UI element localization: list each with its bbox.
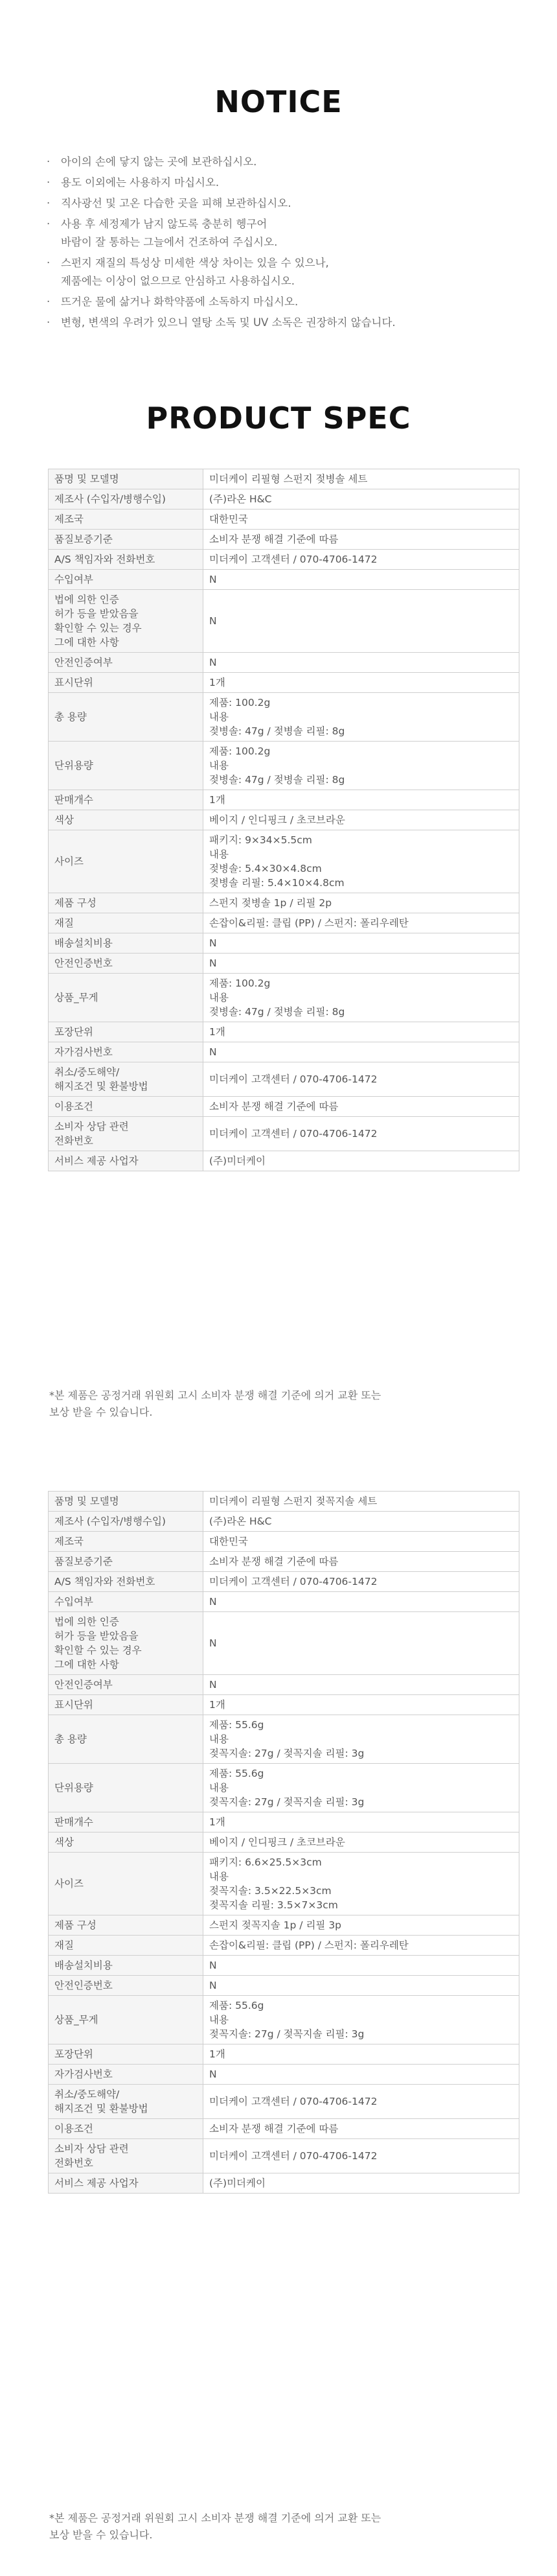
- spec-row: [49, 2139, 519, 2173]
- spec-label: 안전인증여부: [49, 653, 203, 673]
- spec-row: [49, 2119, 519, 2139]
- spec-row: [49, 673, 519, 693]
- spec-row: [49, 489, 519, 509]
- spec-row: [49, 570, 519, 590]
- spec-label: 색상: [49, 1832, 203, 1853]
- spec-label: 배송설치비용: [49, 1956, 203, 1976]
- spec-label: 안전인증번호: [49, 954, 203, 974]
- spec-value: 제품: 100.2g 내용 젖병솔: 47g / 젖병솔 리필: 8g: [203, 693, 519, 742]
- spec-value: (주)미더케이: [203, 2173, 519, 2194]
- spec-value: N: [203, 653, 519, 673]
- spec-row: [49, 1832, 519, 1853]
- spec-value: 1개: [203, 2044, 519, 2065]
- spec-label: A/S 책임자와 전화번호: [49, 1572, 203, 1592]
- spec-label: 소비자 상담 관련 전화번호: [49, 1117, 203, 1151]
- spec-label: 총 용량: [49, 1715, 203, 1764]
- spec-label: 품명 및 모델명: [49, 1492, 203, 1512]
- spec-value: 1개: [203, 673, 519, 693]
- spec-label: 소비자 상담 관련 전화번호: [49, 2139, 203, 2173]
- spec-label: 취소/중도해약/ 해지조건 및 환불방법: [49, 2085, 203, 2119]
- spec-label: 품명 및 모델명: [49, 469, 203, 489]
- spec-value: 미더케이 고객센터 / 070-4706-1472: [203, 2085, 519, 2119]
- spec-value: N: [203, 1956, 519, 1976]
- spec-row: [49, 954, 519, 974]
- spec-label: 판매개수: [49, 1812, 203, 1832]
- spec-table-body: [49, 469, 519, 1171]
- spec-row: [49, 1764, 519, 1812]
- spec-row: [49, 2173, 519, 2194]
- spec-row: [49, 693, 519, 742]
- spec-label: 안전인증여부: [49, 1675, 203, 1695]
- product-spec-title: PRODUCT SPEC: [146, 401, 411, 436]
- spec-value: 제품: 55.6g 내용 젖꼭지솔: 27g / 젖꼭지솔 리필: 3g: [203, 1764, 519, 1812]
- spec-value: 대한민국: [203, 509, 519, 530]
- notice-item: · 아이의 손에 닿지 않는 곳에 보관하십시오.: [47, 153, 526, 171]
- spec-value: 손잡이&리필: 클립 (PP) / 스펀지: 폴리우레탄: [203, 913, 519, 933]
- notice-item: · 직사광선 및 고온 다습한 곳을 피해 보관하십시오.: [47, 194, 526, 213]
- spec-row: [49, 1612, 519, 1675]
- spec-row: [49, 913, 519, 933]
- spec-label: 품질보증기준: [49, 1552, 203, 1572]
- spec-value: N: [203, 1592, 519, 1612]
- spec-label: 취소/중도해약/ 해지조건 및 환불방법: [49, 1062, 203, 1097]
- spec-value: 패키지: 9×34×5.5cm 내용 젖병솔: 5.4×30×4.8cm 젖병솔 리필: 5.4×10×4.8cm: [203, 830, 519, 893]
- spec-label: 포장단위: [49, 2044, 203, 2065]
- spec-row: [49, 2085, 519, 2119]
- spec-value: 손잡이&리필: 클립 (PP) / 스펀지: 폴리우레탄: [203, 1936, 519, 1956]
- spec-value: 제품: 100.2g 내용 젖병솔: 47g / 젖병솔 리필: 8g: [203, 742, 519, 790]
- spec-label: 판매개수: [49, 790, 203, 810]
- spec-row: [49, 1915, 519, 1936]
- spec-label: 서비스 제공 사업자: [49, 1151, 203, 1171]
- spec-row: [49, 1552, 519, 1572]
- spec-value: 스펀지 젖병솔 1p / 리필 2p: [203, 893, 519, 913]
- spec-value: N: [203, 954, 519, 974]
- spec-label: 수입여부: [49, 570, 203, 590]
- spec-row: [49, 1532, 519, 1552]
- spec-row: [49, 653, 519, 673]
- spec-row: [49, 2065, 519, 2085]
- notice-item: · 변형, 변색의 우려가 있으니 열탕 소독 및 UV 소독은 권장하지 않습니다.: [47, 314, 526, 332]
- spec-value: 대한민국: [203, 1532, 519, 1552]
- spec-row: [49, 790, 519, 810]
- spec-label: 단위용량: [49, 1764, 203, 1812]
- spec-row: [49, 1042, 519, 1062]
- notice-item: · 뜨거운 물에 삶거나 화학약품에 소독하지 마십시오.: [47, 293, 526, 311]
- spec-row: [49, 550, 519, 570]
- spec-label: 총 용량: [49, 693, 203, 742]
- spec-row: [49, 1512, 519, 1532]
- spec-label: 서비스 제공 사업자: [49, 2173, 203, 2194]
- spec-value: 1개: [203, 1812, 519, 1832]
- spec-value: 소비자 분쟁 해결 기준에 따름: [203, 1552, 519, 1572]
- spec-row: [49, 1853, 519, 1915]
- spec-label: 자가검사번호: [49, 2065, 203, 2085]
- spec-value: N: [203, 590, 519, 653]
- spec-value: 미더케이 고객센터 / 070-4706-1472: [203, 550, 519, 570]
- spec-label: 색상: [49, 810, 203, 830]
- spec-row: [49, 2044, 519, 2065]
- spec-value: 패키지: 6.6×25.5×3cm 내용 젖꼭지솔: 3.5×22.5×3cm 젖꼭지솔 리필: 3.5×7×3cm: [203, 1853, 519, 1915]
- spec-value: 소비자 분쟁 해결 기준에 따름: [203, 1097, 519, 1117]
- spec-row: [49, 1996, 519, 2044]
- spec-value: 제품: 100.2g 내용 젖병솔: 47g / 젖병솔 리필: 8g: [203, 974, 519, 1022]
- spec-value: 소비자 분쟁 해결 기준에 따름: [203, 2119, 519, 2139]
- spec-value: 미더케이 리필형 스펀지 젖병솔 세트: [203, 469, 519, 489]
- spec-value: (주)라온 H&C: [203, 1512, 519, 1532]
- spec-row: [49, 1572, 519, 1592]
- spec-value: (주)미더케이: [203, 1151, 519, 1171]
- spec-row: [49, 893, 519, 913]
- spec-label: 상품_무게: [49, 1996, 203, 2044]
- spec-label: 수입여부: [49, 1592, 203, 1612]
- spec-footnote: *본 제품은 공정거래 위원회 고시 소비자 분쟁 해결 기준에 의거 교환 또는 보상 받을 수 있습니다.: [49, 1389, 381, 1418]
- notice-item: · 용도 이외에는 사용하지 마십시오.: [47, 174, 526, 192]
- spec-label: 안전인증번호: [49, 1976, 203, 1996]
- spec-label: 상품_무게: [49, 974, 203, 1022]
- spec-table-body: [49, 1492, 519, 2194]
- spec-row: [49, 1117, 519, 1151]
- notice-title: NOTICE: [214, 84, 343, 119]
- spec-label: 제품 구성: [49, 1915, 203, 1936]
- spec-value: N: [203, 1042, 519, 1062]
- notice-item: · 스펀지 재질의 특성상 미세한 색상 차이는 있을 수 있으나, 제품에는 이상이 없으므로 안심하고 사용하십시오.: [47, 254, 526, 290]
- spec-row: [49, 530, 519, 550]
- spec-label: 배송설치비용: [49, 933, 203, 954]
- spec-value: 베이지 / 인디핑크 / 초코브라운: [203, 810, 519, 830]
- spec-value: 미더케이 고객센터 / 070-4706-1472: [203, 1117, 519, 1151]
- spec-value: 소비자 분쟁 해결 기준에 따름: [203, 530, 519, 550]
- spec-row: [49, 830, 519, 893]
- spec-value: N: [203, 933, 519, 954]
- spec-row: [49, 1675, 519, 1695]
- spec-value: N: [203, 2065, 519, 2085]
- spec-label: A/S 책임자와 전화번호: [49, 550, 203, 570]
- spec-label: 표시단위: [49, 1695, 203, 1715]
- spec-row: [49, 1976, 519, 1996]
- spec-label: 제조사 (수입자/병행수입): [49, 1512, 203, 1532]
- spec-value: N: [203, 1976, 519, 1996]
- spec-row: [49, 1022, 519, 1042]
- spec-row: [49, 1956, 519, 1976]
- spec-label: 단위용량: [49, 742, 203, 790]
- spec-label: 법에 의한 인증 허가 등을 받았음을 확인할 수 있는 경우 그에 대한 사항: [49, 1612, 203, 1675]
- spec-value: 1개: [203, 790, 519, 810]
- spec-row: [49, 1695, 519, 1715]
- spec-row: [49, 742, 519, 790]
- spec-value: N: [203, 1612, 519, 1675]
- spec-value: 미더케이 리필형 스펀지 젖꼭지솔 세트: [203, 1492, 519, 1512]
- spec-value: 베이지 / 인디핑크 / 초코브라운: [203, 1832, 519, 1853]
- spec-label: 재질: [49, 1936, 203, 1956]
- spec-row: [49, 1715, 519, 1764]
- spec-label: 제조사 (수입자/병행수입): [49, 489, 203, 509]
- spec-row: [49, 1812, 519, 1832]
- spec-label: 자가검사번호: [49, 1042, 203, 1062]
- spec-row: [49, 509, 519, 530]
- spec-label: 법에 의한 인증 허가 등을 받았음을 확인할 수 있는 경우 그에 대한 사항: [49, 590, 203, 653]
- spec-row: [49, 1062, 519, 1097]
- spec-row: [49, 469, 519, 489]
- spec-label: 재질: [49, 913, 203, 933]
- spec-value: 스펀지 젖꼭지솔 1p / 리필 3p: [203, 1915, 519, 1936]
- spec-row: [49, 810, 519, 830]
- spec-value: 1개: [203, 1695, 519, 1715]
- spec-label: 제품 구성: [49, 893, 203, 913]
- spec-value: 제품: 55.6g 내용 젖꼭지솔: 27g / 젖꼭지솔 리필: 3g: [203, 1996, 519, 2044]
- spec-label: 이용조건: [49, 2119, 203, 2139]
- spec-row: [49, 974, 519, 1022]
- spec-value: (주)라온 H&C: [203, 489, 519, 509]
- notice-list: [47, 153, 526, 334]
- spec-value: 미더케이 고객센터 / 070-4706-1472: [203, 1062, 519, 1097]
- spec-label: 표시단위: [49, 673, 203, 693]
- spec-label: 이용조건: [49, 1097, 203, 1117]
- spec-label: 사이즈: [49, 1853, 203, 1915]
- spec-label: 포장단위: [49, 1022, 203, 1042]
- spec-footnote: *본 제품은 공정거래 위원회 고시 소비자 분쟁 해결 기준에 의거 교환 또는 보상 받을 수 있습니다.: [49, 2512, 381, 2541]
- spec-row: [49, 1936, 519, 1956]
- spec-label: 사이즈: [49, 830, 203, 893]
- spec-value: 제품: 55.6g 내용 젖꼭지솔: 27g / 젖꼭지솔 리필: 3g: [203, 1715, 519, 1764]
- spec-table-bottle-brush: [48, 469, 519, 1171]
- spec-value: N: [203, 1675, 519, 1695]
- spec-row: [49, 1151, 519, 1171]
- spec-value: 1개: [203, 1022, 519, 1042]
- spec-value: 미더케이 고객센터 / 070-4706-1472: [203, 1572, 519, 1592]
- notice-item: · 사용 후 세정제가 남지 않도록 충분히 헹구어 바람이 잘 통하는 그늘에서 건조하여 주십시오.: [47, 215, 526, 252]
- spec-value: 미더케이 고객센터 / 070-4706-1472: [203, 2139, 519, 2173]
- spec-row: [49, 1492, 519, 1512]
- spec-row: [49, 933, 519, 954]
- spec-row: [49, 590, 519, 653]
- spec-label: 품질보증기준: [49, 530, 203, 550]
- spec-row: [49, 1097, 519, 1117]
- spec-table-nipple-brush: [48, 1491, 519, 2194]
- spec-row: [49, 1592, 519, 1612]
- spec-value: N: [203, 570, 519, 590]
- spec-label: 제조국: [49, 1532, 203, 1552]
- spec-label: 제조국: [49, 509, 203, 530]
